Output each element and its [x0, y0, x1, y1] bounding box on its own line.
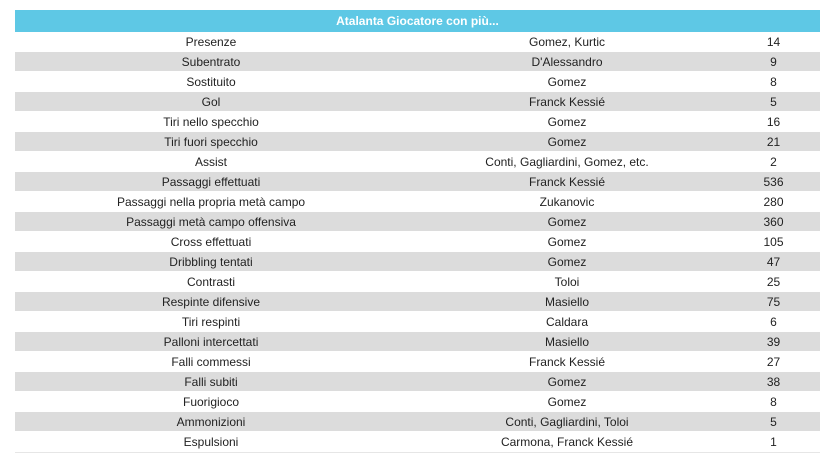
stat-name-cell: Passaggi effettuati — [161, 175, 261, 189]
table-row — [15, 72, 820, 92]
stat-name-cell: Fuorigioco — [182, 395, 240, 409]
player-cell: Gomez — [547, 215, 587, 229]
table-row — [15, 432, 820, 452]
player-cell: Gomez — [547, 375, 587, 389]
stat-name-cell: Passaggi nella propria metà campo — [116, 195, 306, 209]
player-cell: Zukanovic — [539, 195, 595, 209]
table-body — [15, 32, 820, 452]
value-cell: 47 — [766, 255, 781, 269]
table-bottom-divider — [15, 452, 820, 453]
player-cell: Gomez — [547, 395, 587, 409]
stat-name-cell: Falli subiti — [184, 375, 238, 389]
stat-name-cell: Subentrato — [181, 55, 241, 69]
value-cell: 9 — [770, 55, 777, 69]
value-cell: 536 — [763, 175, 784, 189]
value-cell: 27 — [766, 355, 781, 369]
stat-name-cell: Tiri respinti — [181, 315, 241, 329]
table-row — [15, 332, 820, 352]
stat-name-cell: Dribbling tentati — [169, 255, 253, 269]
value-cell: 6 — [770, 315, 777, 329]
table-row — [15, 232, 820, 252]
player-cell: Gomez, Kurtic — [528, 35, 606, 49]
stat-name-cell: Presenze — [185, 35, 237, 49]
player-cell: Franck Kessié — [528, 355, 606, 369]
value-cell: 1 — [770, 435, 777, 449]
table-row — [15, 312, 820, 332]
table-row — [15, 112, 820, 132]
table-row — [15, 152, 820, 172]
player-cell: Masiello — [544, 295, 589, 309]
player-cell: Carmona, Franck Kessié — [500, 435, 634, 449]
stat-name-cell: Contrasti — [186, 275, 236, 289]
table-row — [15, 212, 820, 232]
player-cell: Franck Kessié — [528, 175, 606, 189]
value-cell: 5 — [770, 95, 777, 109]
stat-name-cell: Cross effettuati — [170, 235, 252, 249]
table-title: Atalanta Giocatore con più... — [15, 10, 820, 32]
table-row — [15, 252, 820, 272]
table-row — [15, 392, 820, 412]
value-cell: 360 — [763, 215, 784, 229]
player-cell: Gomez — [547, 75, 587, 89]
value-cell: 21 — [766, 135, 781, 149]
player-cell: Caldara — [545, 315, 589, 329]
table-row — [15, 32, 820, 52]
table-row — [15, 412, 820, 432]
player-cell: Conti, Gagliardini, Gomez, etc. — [485, 155, 649, 169]
value-cell: 75 — [766, 295, 781, 309]
stat-name-cell: Gol — [201, 95, 221, 109]
value-cell: 14 — [766, 35, 781, 49]
player-cell: D'Alessandro — [531, 55, 603, 69]
value-cell: 38 — [766, 375, 781, 389]
table-row — [15, 272, 820, 292]
table-row — [15, 172, 820, 192]
table-row — [15, 132, 820, 152]
stat-name-cell: Palloni intercettati — [163, 335, 259, 349]
stat-name-cell: Falli commessi — [171, 355, 251, 369]
stats-table — [15, 10, 820, 453]
stat-name-cell: Tiri nello specchio — [163, 115, 259, 129]
stat-name-cell: Passaggi metà campo offensiva — [126, 215, 296, 229]
table-row — [15, 52, 820, 72]
table-row — [15, 292, 820, 312]
stat-name-cell: Assist — [194, 155, 227, 169]
value-cell: 280 — [763, 195, 784, 209]
value-cell: 2 — [770, 155, 777, 169]
player-cell: Franck Kessié — [528, 95, 606, 109]
value-cell: 25 — [766, 275, 781, 289]
value-cell: 5 — [770, 415, 777, 429]
stat-name-cell: Ammonizioni — [176, 415, 246, 429]
value-cell: 8 — [770, 395, 777, 409]
table-row — [15, 372, 820, 392]
player-cell: Gomez — [547, 235, 587, 249]
stat-name-cell: Espulsioni — [183, 435, 239, 449]
table-row — [15, 92, 820, 112]
stat-name-cell: Respinte difensive — [161, 295, 261, 309]
value-cell: 105 — [763, 235, 784, 249]
table-row — [15, 352, 820, 372]
value-cell: 39 — [766, 335, 781, 349]
value-cell: 8 — [770, 75, 777, 89]
player-cell: Gomez — [547, 255, 587, 269]
player-cell: Masiello — [544, 335, 589, 349]
stat-name-cell: Tiri fuori specchio — [164, 135, 258, 149]
table-row — [15, 192, 820, 212]
player-cell: Gomez — [547, 115, 587, 129]
player-cell: Gomez — [547, 135, 587, 149]
player-cell: Conti, Gagliardini, Toloi — [505, 415, 629, 429]
player-cell: Toloi — [554, 275, 580, 289]
stat-name-cell: Sostituito — [186, 75, 236, 89]
value-cell: 16 — [766, 115, 781, 129]
